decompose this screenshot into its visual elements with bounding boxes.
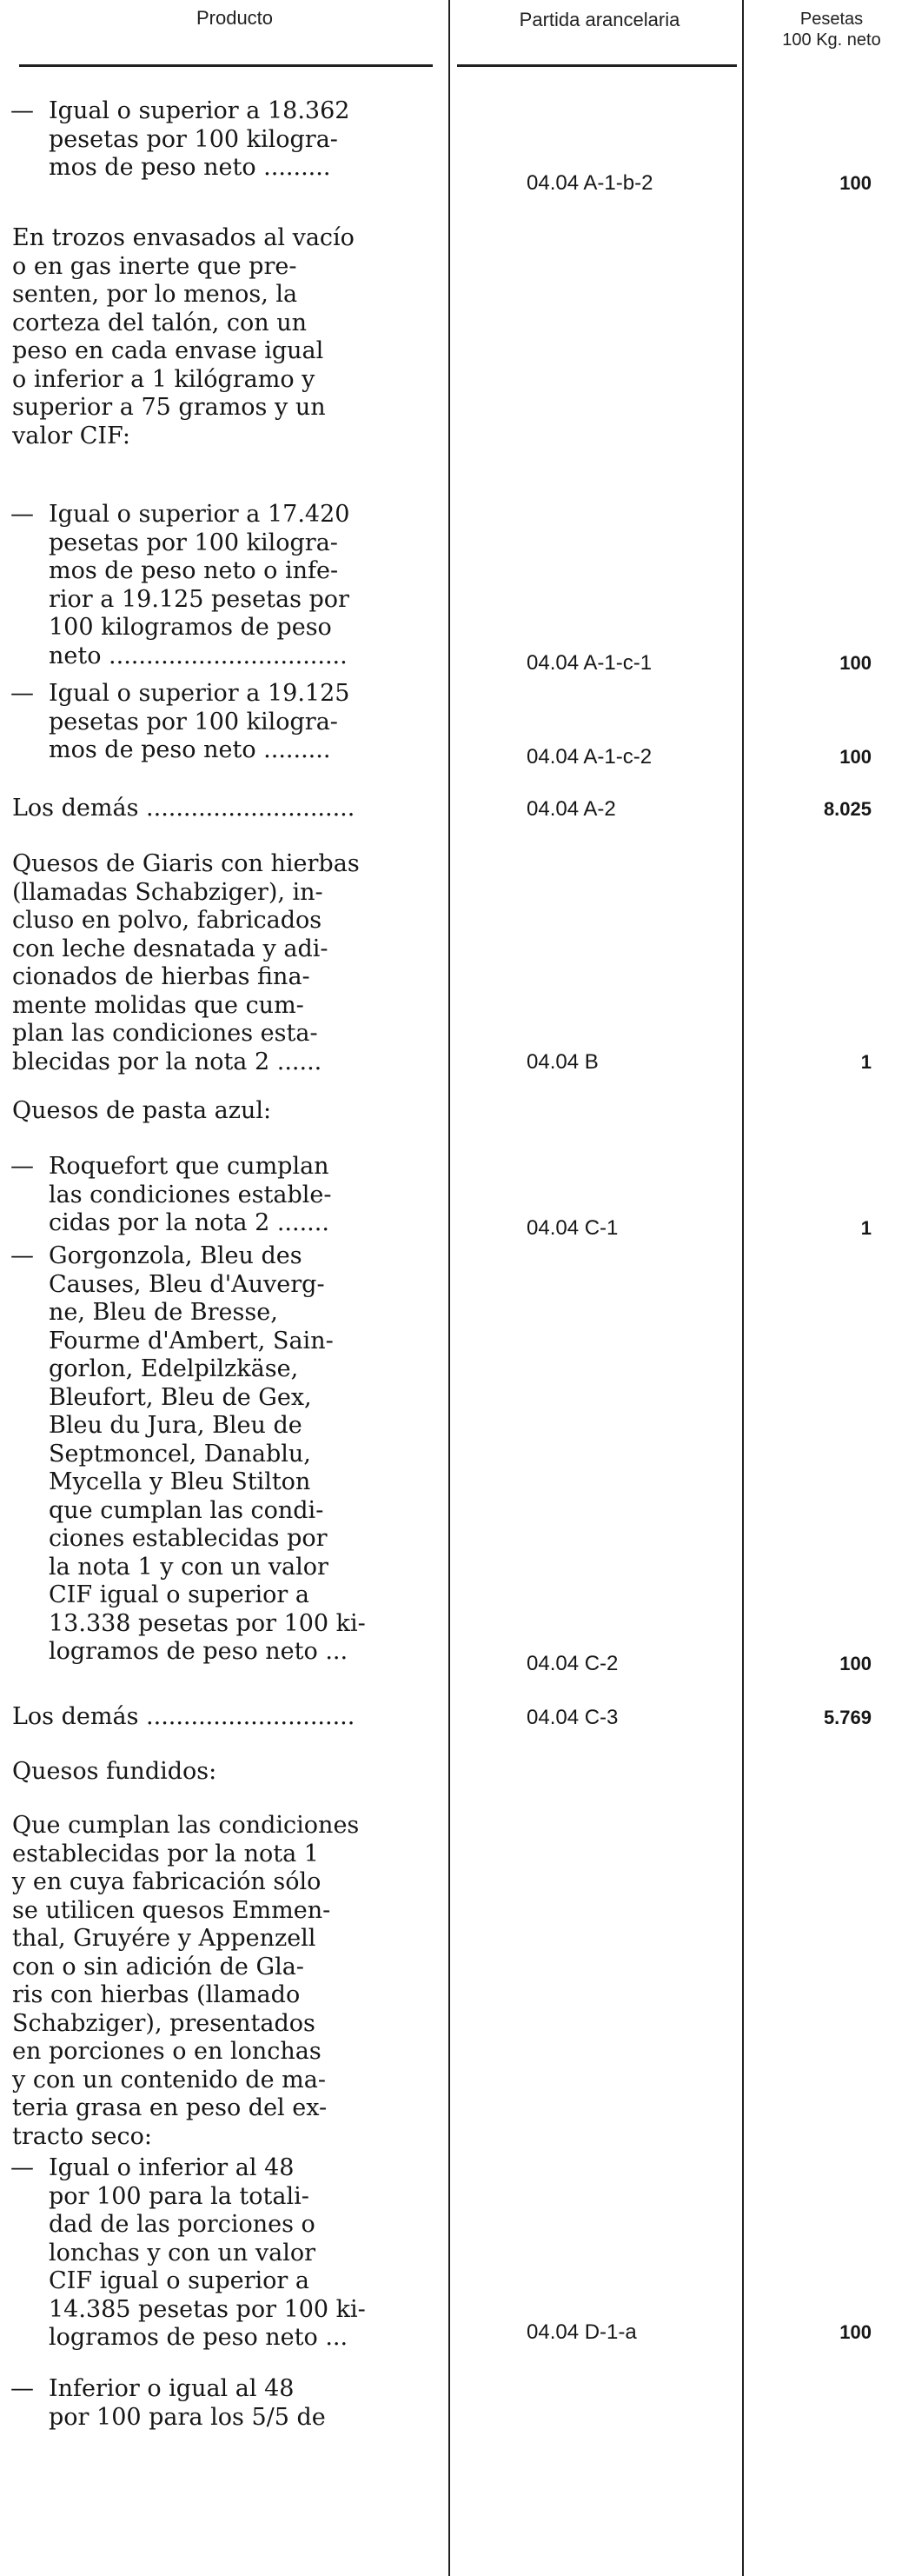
description-line: pesetas por 100 kilogra- bbox=[49, 529, 338, 556]
header-pesetas bbox=[749, 9, 914, 50]
description-line: Fourme d'Ambert, Sain- bbox=[49, 1327, 334, 1355]
description-line: en porciones o en lonchas bbox=[12, 2038, 322, 2065]
header-rule-mid bbox=[457, 64, 737, 67]
duty-value: 5.769 bbox=[823, 1707, 872, 1728]
header-pesetas-line1: Pesetas bbox=[799, 10, 864, 29]
description-line: teria grasa en peso del ex- bbox=[12, 2094, 328, 2121]
tariff-code: 04.04 A-1-b-2 bbox=[527, 171, 653, 195]
description-line: Bleufort, Bleu de Gex, bbox=[49, 1383, 312, 1411]
description-line: o inferior a 1 kilógramo y bbox=[12, 365, 315, 393]
description-line: cidas por la nota 2 ....... bbox=[49, 1209, 329, 1236]
product-description bbox=[10, 2375, 440, 2432]
description-line: En trozos envasados al vacío bbox=[12, 224, 355, 251]
description-line: pesetas por 100 kilogra- bbox=[49, 125, 338, 153]
description-line: o en gas inerte que pre- bbox=[12, 252, 297, 280]
description-line: neto ................................ bbox=[49, 642, 348, 669]
description-line: por 100 para la totali- bbox=[49, 2182, 309, 2210]
header-pesetas-line2: 100 Kg. neto bbox=[782, 30, 881, 50]
list-dash: — bbox=[10, 1153, 34, 1180]
tariff-code: 04.04 A-2 bbox=[527, 797, 616, 821]
description-line: ris con hierbas (llamado bbox=[12, 1981, 301, 2008]
column-divider-right bbox=[742, 0, 744, 2576]
description-line: cionados de hierbas fina- bbox=[12, 963, 310, 990]
description-line: rior a 19.125 pesetas por bbox=[49, 585, 349, 613]
product-description bbox=[12, 795, 440, 823]
description-line: se utilicen quesos Emmen- bbox=[12, 1896, 331, 1924]
description-line: thal, Gruyére y Appenzell bbox=[12, 1925, 316, 1952]
description-line: mos de peso neto o infe- bbox=[49, 557, 339, 584]
product-description bbox=[12, 1703, 440, 1732]
list-dash: — bbox=[10, 2154, 34, 2181]
description-line: mos de peso neto ......... bbox=[49, 736, 331, 763]
description-line: ne, Bleu de Bresse, bbox=[49, 1299, 278, 1326]
description-line: 14.385 pesetas por 100 ki- bbox=[49, 2295, 366, 2323]
product-description bbox=[12, 1758, 440, 1787]
description-line: dad de las porciones o bbox=[49, 2211, 315, 2238]
description-line: las condiciones estable- bbox=[49, 1181, 332, 1208]
description-line: que cumplan las condi- bbox=[49, 1496, 324, 1524]
description-line: por 100 para los 5/5 de bbox=[49, 2403, 326, 2431]
list-dash: — bbox=[10, 1242, 34, 1269]
list-dash: — bbox=[10, 2375, 34, 2402]
description-line: senten, por lo menos, la bbox=[12, 281, 298, 308]
product-description bbox=[10, 1153, 440, 1238]
tariff-code: 04.04 D-1-a bbox=[527, 2320, 637, 2344]
description-line: Mycella y Bleu Stilton bbox=[49, 1468, 311, 1495]
description-line: mente molidas que cum- bbox=[12, 991, 304, 1019]
product-description bbox=[12, 850, 440, 1076]
product-description bbox=[10, 1242, 440, 1667]
tariff-code: 04.04 A-1-c-2 bbox=[527, 745, 653, 769]
duty-value: 1 bbox=[860, 1051, 872, 1073]
tariff-code: 04.04 A-1-c-1 bbox=[527, 651, 653, 675]
description-line: Roquefort que cumplan bbox=[49, 1153, 329, 1180]
duty-value: 1 bbox=[860, 1217, 872, 1239]
description-line: 100 kilogramos de peso bbox=[49, 614, 332, 641]
column-divider-left bbox=[448, 0, 450, 2576]
description-line: tracto seco: bbox=[12, 2122, 152, 2150]
description-line: Igual o superior a 19.125 bbox=[49, 680, 350, 707]
duty-value: 100 bbox=[839, 172, 872, 194]
description-line: Igual o inferior al 48 bbox=[49, 2154, 295, 2181]
description-line: la nota 1 y con un valor bbox=[49, 1553, 328, 1581]
description-line: pesetas por 100 kilogra- bbox=[49, 708, 338, 736]
description-line: superior a 75 gramos y un bbox=[12, 394, 326, 421]
description-line: Quesos de Giaris con hierbas bbox=[12, 850, 360, 877]
description-line: valor CIF: bbox=[12, 422, 130, 449]
product-description bbox=[12, 1812, 440, 2151]
description-line: corteza del talón, con un bbox=[12, 309, 308, 336]
tariff-code: 04.04 C-2 bbox=[527, 1652, 619, 1675]
description-line: Los demás ............................ bbox=[12, 795, 355, 822]
description-line: CIF igual o superior a bbox=[49, 2267, 309, 2294]
list-dash: — bbox=[10, 501, 34, 528]
description-line: Gorgonzola, Bleu des bbox=[49, 1242, 302, 1269]
description-line: lonchas y con un valor bbox=[49, 2239, 316, 2266]
description-line: 13.338 pesetas por 100 ki- bbox=[49, 1609, 366, 1637]
description-line: plan las condiciones esta- bbox=[12, 1020, 318, 1047]
description-line: Causes, Bleu d'Auverg- bbox=[49, 1270, 325, 1298]
description-line: y en cuya fabricación sólo bbox=[12, 1868, 322, 1895]
description-line: mos de peso neto ......... bbox=[49, 154, 331, 181]
header-producto: Producto bbox=[196, 7, 274, 29]
description-line: gorlon, Edelpilzkäse, bbox=[49, 1355, 299, 1382]
duty-value: 100 bbox=[839, 746, 872, 768]
description-line: y con un contenido de ma- bbox=[12, 2066, 326, 2093]
product-description bbox=[10, 680, 440, 765]
description-line: Quesos fundidos: bbox=[12, 1758, 217, 1785]
description-line: Que cumplan las condiciones bbox=[12, 1812, 360, 1839]
description-line: establecidas por la nota 1 bbox=[12, 1840, 319, 1867]
list-dash: — bbox=[10, 680, 34, 707]
description-line: con leche desnatada y adi- bbox=[12, 935, 328, 962]
product-description bbox=[10, 501, 440, 670]
description-line: CIF igual o superior a bbox=[49, 1581, 309, 1608]
product-description bbox=[10, 2154, 440, 2353]
product-description bbox=[12, 1097, 440, 1126]
description-line: blecidas por la nota 2 ...... bbox=[12, 1048, 322, 1075]
description-line: (llamadas Schabziger), in- bbox=[12, 878, 323, 906]
tariff-code: 04.04 C-3 bbox=[527, 1706, 619, 1729]
description-line: Igual o superior a 17.420 bbox=[49, 501, 350, 528]
description-line: logramos de peso neto ... bbox=[49, 1638, 348, 1665]
description-line: peso en cada envase igual bbox=[12, 337, 324, 364]
description-line: Septmoncel, Danablu, bbox=[49, 1440, 311, 1468]
duty-value: 8.025 bbox=[823, 798, 872, 820]
list-dash: — bbox=[10, 97, 34, 124]
duty-value: 100 bbox=[839, 1653, 872, 1674]
description-line: cluso en polvo, fabricados bbox=[12, 907, 322, 934]
description-line: Los demás ............................ bbox=[12, 1703, 355, 1730]
description-line: Schabziger), presentados bbox=[12, 2009, 315, 2037]
description-line: ciones establecidas por bbox=[49, 1525, 328, 1552]
description-line: Quesos de pasta azul: bbox=[12, 1097, 272, 1124]
duty-value: 100 bbox=[839, 652, 872, 674]
description-line: Inferior o igual al 48 bbox=[49, 2375, 295, 2402]
tariff-code: 04.04 C-1 bbox=[527, 1216, 619, 1240]
product-description bbox=[10, 97, 440, 183]
description-line: Igual o superior a 18.362 bbox=[49, 97, 350, 124]
description-line: con o sin adición de Gla- bbox=[12, 1953, 304, 1980]
product-description bbox=[12, 224, 440, 450]
duty-value: 100 bbox=[839, 2321, 872, 2343]
header-partida: Partida arancelaria bbox=[519, 9, 680, 30]
description-line: Bleu du Jura, Bleu de bbox=[49, 1412, 302, 1439]
header-rule-left bbox=[19, 64, 433, 67]
tariff-code: 04.04 B bbox=[527, 1050, 599, 1074]
description-line: logramos de peso neto ... bbox=[49, 2324, 348, 2351]
